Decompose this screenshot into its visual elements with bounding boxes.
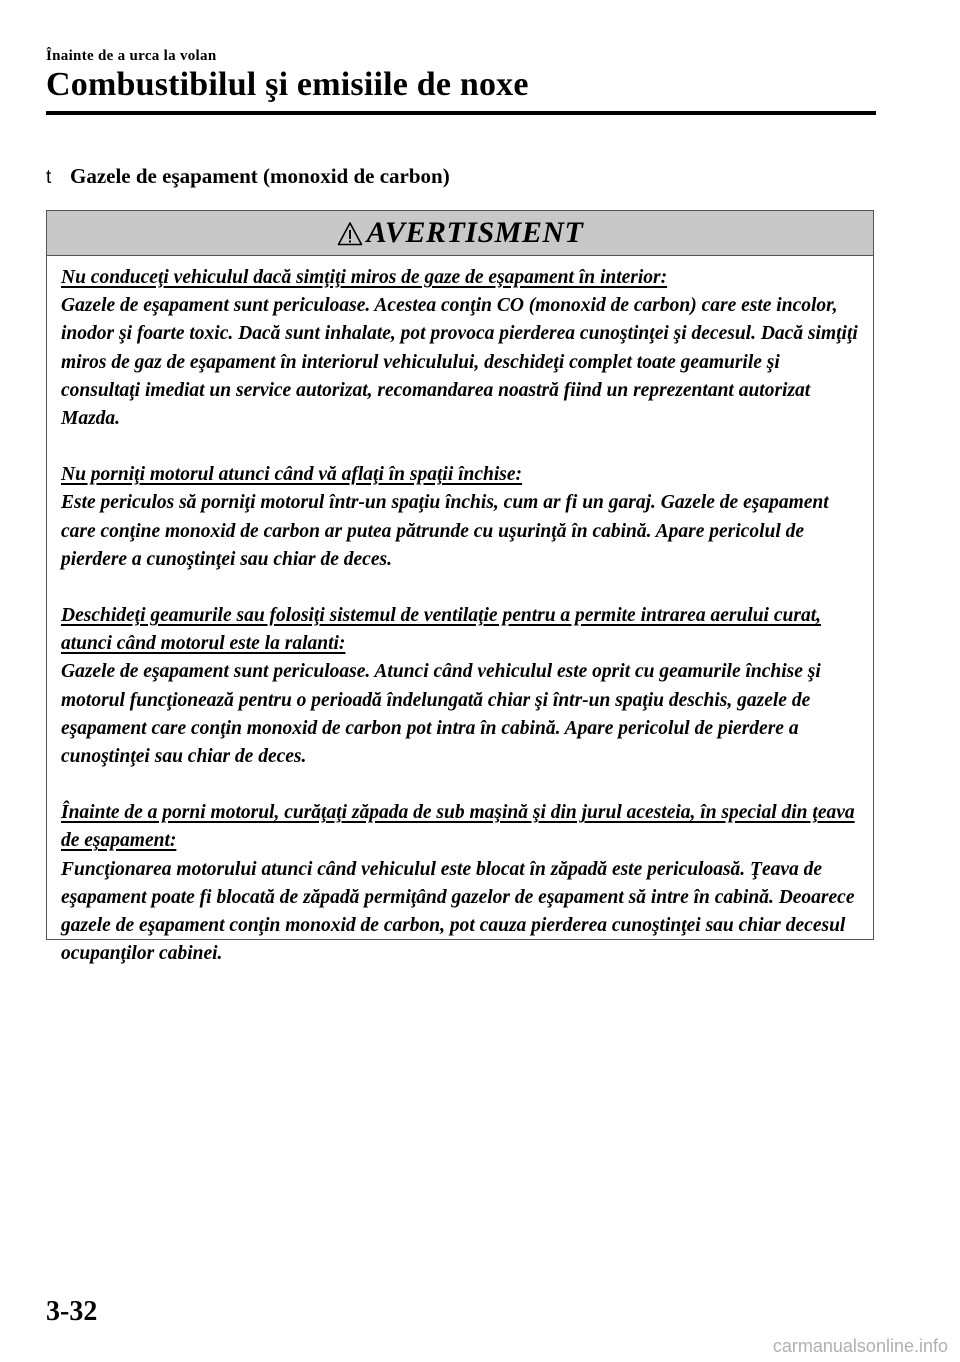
warning-paragraph (61, 799, 859, 968)
section-title: Gazele de eşapament (monoxid de carbon) (70, 164, 450, 188)
warning-heading: Înainte de a porni motorul, curăţaţi zăpada de sub maşină şi din jurul acesteia, în special din ţeava de eşapament: (61, 802, 855, 852)
warning-label: AVERTISMENT (366, 216, 584, 249)
warning-body (47, 256, 873, 968)
warning-text: Gazele de eşapament sunt periculoase. Atunci când vehiculul este oprit cu geamurile închise şi motorul funcţionează pentru o perioadă îndelungată chiar şi într-un spaţiu deschis, gazele de eşapament care conţin monoxid de carbon pot intra în cabină. Apare pericolul de pierdere a cunoştinţei sau chiar de deces. (61, 661, 821, 768)
warning-heading: Nu porniţi motorul atunci când vă aflaţi în spaţii închise: (61, 464, 523, 486)
page-title: Combustibilul şi emisiile de noxe (46, 66, 529, 103)
warning-header (47, 211, 873, 256)
warning-box (46, 210, 874, 965)
warning-paragraph (61, 602, 859, 771)
section-heading (46, 164, 450, 189)
page-number: 3-32 (46, 1296, 98, 1327)
warning-paragraph (61, 264, 859, 433)
warning-text: Funcţionarea motorului atunci când vehiculul este blocat în zăpadă este periculoasă. Ţeava de eşapament poate fi blocată de zăpadă permiţând gazelor de eşapament să intre în cabină. Deoarece gazele de eşapament conţin monoxid de carbon, pot cauza pierderea cunoştinţei sau chiar decesul ocupanţilor cabinei. (61, 858, 855, 965)
warning-paragraph (61, 461, 859, 574)
warning-text: Este periculos să porniţi motorul într-un spaţiu închis, cum ar fi un garaj. Gazele de eşapament care conţine monoxid de carbon ar putea pătrunde cu uşurinţă în cabină. Apare pericolul de pierdere a cunoştinţei sau chiar de deces. (61, 492, 829, 570)
chapter-subtitle: Înainte de a urca la volan (46, 48, 217, 64)
warning-heading: Deschideţi geamurile sau folosiţi sistemul de ventilaţie pentru a permite intrarea aerului curat, atunci când motorul este la ralanti: (61, 605, 821, 655)
section-bullet: t (46, 167, 52, 188)
watermark: carmanualsonline.info (772, 1336, 948, 1356)
warning-triangle-icon (337, 221, 363, 247)
warning-heading: Nu conduceţi vehiculul dacă simţiţi miros de gaze de eşapament în interior: (61, 267, 668, 288)
warning-text: Gazele de eşapament sunt periculoase. Acestea conţin CO (monoxid de carbon) care este incolor, inodor şi foarte toxic. Dacă sunt inhalate, pot provoca pierderea cunoştinţei şi decesul. Dacă simţiţi miros de gaz de eşapament în interiorul vehiculului, deschideţi complet toate geamurile şi consultaţi imediat un service autorizat, recomandarea noastră fiind un reprezentant autorizat Mazda. (61, 295, 858, 430)
header-divider (46, 111, 876, 115)
